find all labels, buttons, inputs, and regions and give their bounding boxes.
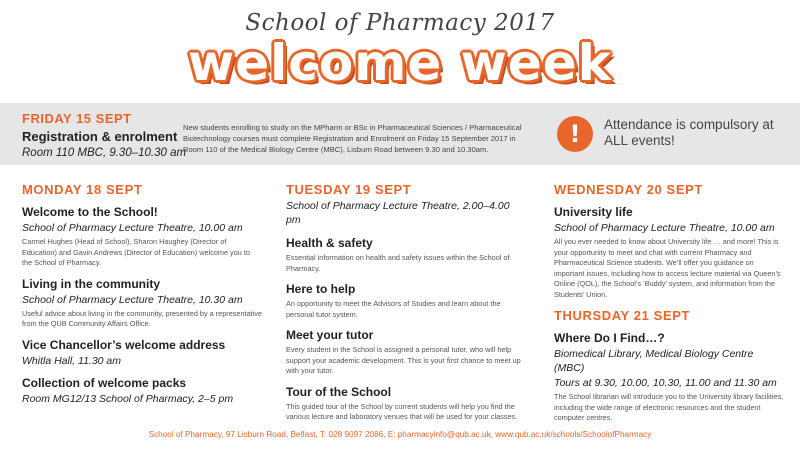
event-title: Welcome to the School! bbox=[22, 205, 158, 219]
friday-day-heading: FRIDAY 15 SEPT bbox=[22, 111, 132, 126]
tuesday-event-2 bbox=[286, 282, 526, 320]
event-description: The School librarian will introduce you to the University library facilities, including the wide range of electronic resources and the student computer centres. bbox=[554, 392, 784, 422]
event-location: School of Pharmacy Lecture Theatre, 10.30 am bbox=[22, 293, 243, 306]
footer-contact: School of Pharmacy, 97 Lisburn Road, Belfast, T: 028 9097 2086, E: pharmacyinfo@qub.ac.uk, www.qub.ac.uk/schools/SchoolofPharmacy bbox=[148, 430, 652, 439]
event-tour-times: Tours at 9.30, 10.00, 10.30, 11.00 and 11.30 am bbox=[554, 377, 777, 389]
school-title: School of Pharmacy 2017 bbox=[245, 10, 555, 36]
event-title: Where Do I Find…? bbox=[554, 331, 665, 345]
event-location: Room MG12/13 School of Pharmacy, 2–5 pm bbox=[22, 392, 234, 405]
monday-event-1 bbox=[22, 205, 262, 269]
event-description: Every student in the School is assigned a personal tutor, who will help support your academic development. This is your first chance to meet up with your tutor. bbox=[286, 345, 521, 375]
tuesday-column bbox=[286, 182, 526, 431]
attendance-notice: Attendance is compulsory at ALL events! bbox=[604, 117, 774, 148]
monday-event-4 bbox=[22, 376, 262, 406]
tuesday-event-4 bbox=[286, 385, 526, 423]
thursday-event-1 bbox=[554, 331, 786, 424]
tuesday-event-1 bbox=[286, 236, 526, 274]
friday-event-location: Room 110 MBC, 9.30–10.30 am bbox=[22, 147, 187, 159]
event-location: Biomedical Library, Medical Biology Centre (MBC) bbox=[554, 348, 754, 374]
event-title: Vice Chancellor’s welcome address bbox=[22, 337, 226, 352]
event-title: Living in the community bbox=[22, 276, 161, 291]
event-title: Collection of welcome packs bbox=[22, 375, 187, 390]
event-description: Carmel Hughes (Head of School), Sharon Haughey (Director of Education) and Gavin Andrews (Director of Education) welcome you to the School of Pharmacy. bbox=[22, 237, 250, 267]
event-description: Useful advice about living in the community, presented by a representative from the QUB Community Affairs Office. bbox=[22, 308, 262, 328]
event-description: This guided tour of the School by current students will help you find the various lecture and laboratory venues that will be used for your classes. bbox=[286, 401, 518, 421]
monday-column bbox=[22, 182, 262, 414]
event-description: All you ever needed to know about University life … and more! This is your opportunity to meet and chat with current Pharmacy and Pharmaceutical Science students. We’ll offer you guidance on important issues, including how to access lecture material via Queen’s Online (QOL), the School’s ‘Buddy’ system, and information from the Students’ Union. bbox=[554, 237, 781, 299]
exclamation-icon: ! bbox=[557, 116, 593, 152]
event-title: Health & safety bbox=[286, 236, 373, 250]
monday-day-heading: MONDAY 18 SEPT bbox=[22, 182, 143, 197]
tuesday-location: School of Pharmacy Lecture Theatre, 2.00–4.00 pm bbox=[286, 200, 510, 226]
wednesday-day-heading: WEDNESDAY 20 SEPT bbox=[554, 182, 703, 197]
event-description: An opportunity to meet the Advisors of Studies and learn about the personal tutor system. bbox=[286, 299, 501, 319]
thursday-day-heading: THURSDAY 21 SEPT bbox=[554, 308, 691, 323]
event-title: Tour of the School bbox=[286, 384, 392, 399]
event-description: Essential information on health and safety issues within the School of Pharmacy. bbox=[286, 253, 510, 273]
event-title: Meet your tutor bbox=[286, 328, 374, 342]
monday-event-2 bbox=[22, 277, 262, 330]
welcome-week-heading: welcome week bbox=[188, 34, 612, 92]
event-title: University life bbox=[554, 205, 633, 219]
tuesday-day-heading: TUESDAY 19 SEPT bbox=[286, 182, 412, 197]
event-title: Here to help bbox=[286, 282, 356, 296]
event-location: Whitla Hall, 11.30 am bbox=[22, 354, 122, 367]
event-location: School of Pharmacy Lecture Theatre, 10.00 am bbox=[554, 222, 775, 234]
friday-event-description: New students enrolling to study on the MPharm or BSc in Pharmaceutical Sciences / Pharmaceutical Biotechnology courses must complete Registration and Enrolment on Friday 15 September 2017 in Room 110 of the Medical Biology Centre (MBC), Lisburn Road between 9.30 and 10.30am. bbox=[183, 123, 522, 154]
page-header bbox=[0, 0, 800, 103]
friday-event-title: Registration & enrolment bbox=[22, 129, 178, 144]
monday-event-3 bbox=[22, 338, 262, 368]
event-location: School of Pharmacy Lecture Theatre, 10.00 am bbox=[22, 222, 243, 234]
wednesday-event-1 bbox=[554, 205, 786, 300]
tuesday-event-3 bbox=[286, 328, 526, 377]
wednesday-thursday-column bbox=[554, 182, 786, 432]
